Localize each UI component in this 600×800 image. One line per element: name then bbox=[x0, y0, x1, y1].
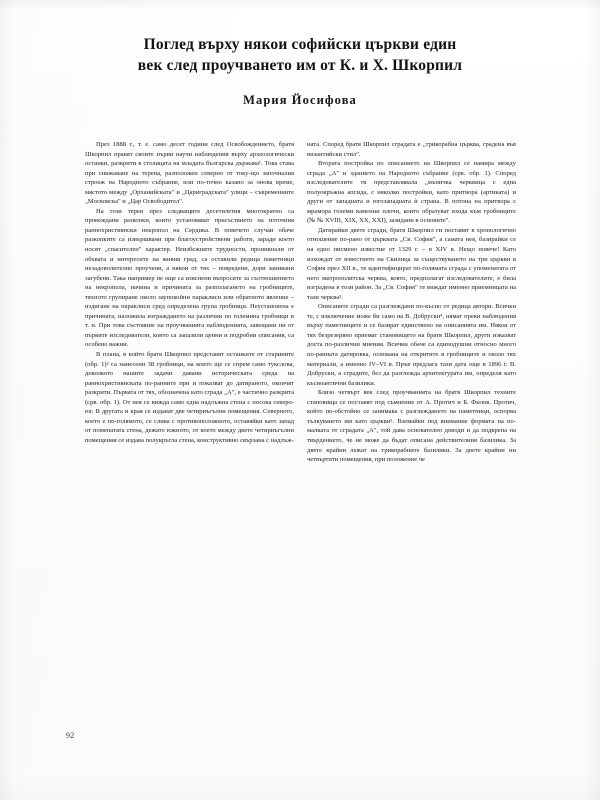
paragraph: Втората постройка по описанието на Шкорпил се намира между сграда „А" и зданието на Народното събрание (срв. обр. 1). Според изследователите тя представлявала „мъничка черквица с една полуокръжна апсида, с няколко постройки, като притвора (артиката) и други от западната и югозападната ѝ страна. В потона на притвора с мрамора големи каменни плочи, които образуват входа към гробниците (№ № XVIII, XIX, XX, XXI), зазидани в основите". bbox=[307, 160, 516, 225]
body-columns bbox=[85, 140, 517, 715]
paragraph: Близо четвърт век след проучванията на братя Шкорпил техните становища се поставят под съмнение от А. Протич и Б. Филов. Протич, който по-обстойно се занимава с разглеждането на паметници, оспорва тълкуването им като църкви⁵. Вземайки под внимание формата на по-малката от сградата „А", той дава основателно доводи и да подкрепа на твърдението, че не може да бъдат описана действителния базилика. За двете крайни лежат на трикорабните базилики. За двете крайни ни четвъртити помещения, при положение че bbox=[307, 389, 516, 464]
scan-shadow-right bbox=[582, 0, 600, 800]
paragraph: През 1888 г., т. е. само десет години след Освобождението, братя Шкорпил правят своите първи научи наблюдения върху археологически останки, разкрити в столицата на младата българска държава¹. Това става при снижаване на терена, разположен северно от току-що започналия строеж на Народното събрание, или по-точно казано за онова време, мястото между „Орханийската" и „Цариградската" улици – съвременните „Московска" и „Цар Освободител". bbox=[85, 141, 294, 206]
paragraph: В плана, в който братя Шкорпил представят останките от старините (обр. 1)² са нанесени 38 гробници, на които ще се спрем само тукслова, доколкото нашите задачи давани историческата среда на раннохристиянската по-ранните при и показват до датираното, окончят разкрити. Първата от тях, обозначена като сграда „А", е частично разкрита (срв. обр. 1). От нея се вижда само една надлъжна стена с посока северо-юг. В другата и края се издават две четириъгълни помещения. Северното, което е по-голямото, се слива с противоположното, оставяйки като запад от поменатата стена, дежато южното, от което между двете четириъгълни помещения се издава полукръгла стена, конструктивно свързана с надлъж- bbox=[85, 351, 294, 444]
article-title-line-2: век след проучването им от К. и Х. Шкорпил bbox=[137, 57, 463, 74]
paragraph: Описаните сгради са разглеждани по-късно от редица автори. Всички те, с изключение може би само на В. Добруски⁴, нямат преки наблюдения върху паметниците и се базират единствено на описанията им. Някои от тях безрезервно приемат становището на братя Шкорпил, други изказват доста по-различни мнения. Всички обаче са единодушни относно много по-ранната датировка, основана на откритите в гробниците и около тях материали, а именно IV–VI в. Пръв предлага тази дата още в 1896 г. В. Добруски, а сградите, без да разглежда архитектурата им, определя като късноантични базилики. bbox=[307, 303, 516, 387]
page-number: 92 bbox=[66, 731, 75, 740]
paragraph: ната. Според братя Шкорпил сградата е „трикорабна църква, градена във византийски стил". bbox=[307, 141, 516, 158]
scan-shadow-top bbox=[0, 0, 600, 10]
right-column bbox=[307, 140, 516, 715]
paragraph: На този терен през следващите десетилетия многократно са провеждани разкопки, които установяват присъствието на източния раннохристиянски некропол на Сердика. В повечето случаи обаче разкопките са извършвани при благоустройствени работи, заради което носят „спасителен" характер. Неизбежните трудности, проникнали от обхвата и интересите на живия град, са оставили редица паметници незадоволително проучени, а някои от тях – повредени, дори занивани загубени. Така например не още са изяснени въпросите за съотношението на некропола, начина и причината за разполагането на гробниците, тяхното групиране около заупокойни параклиси или обратното явление – издигане на параклиси сред определена група гробници. Неустановена е причината, наложила изграждането на различни по големина гробници и т. н. При това състояние на проучванията наблюденията, завещани ни от първите изследователи, които са запазили ценни и подробни описания, са особено важни. bbox=[85, 207, 294, 349]
left-column bbox=[85, 140, 294, 715]
scan-shadow-left bbox=[0, 0, 14, 800]
scan-shadow-bottom bbox=[0, 774, 600, 800]
article-author: Мария Йосифова bbox=[243, 93, 357, 107]
paragraph: Датирайки двете сгради, братя Шкорпил ги поставят в хронологично отношение по-рано от църквата „Св. София", а самата нея, базирайки се на едно писмено известие от 1329 г. – в XIV в. Нещо повече! Като изхождат от известието на Скилица за съществуването на три църкви в София през XII в., те идентифицират по-голямата сграда с упоменатата от него митрополитска черква, която, предполагат изследователите, е била изградена в този район. За „Св. София" те виждат именно приемницата на тази черква³. bbox=[307, 226, 516, 301]
article-title-line-1: Поглед върху някои софийски църкви един bbox=[143, 36, 457, 53]
article-title-block bbox=[82, 34, 518, 108]
